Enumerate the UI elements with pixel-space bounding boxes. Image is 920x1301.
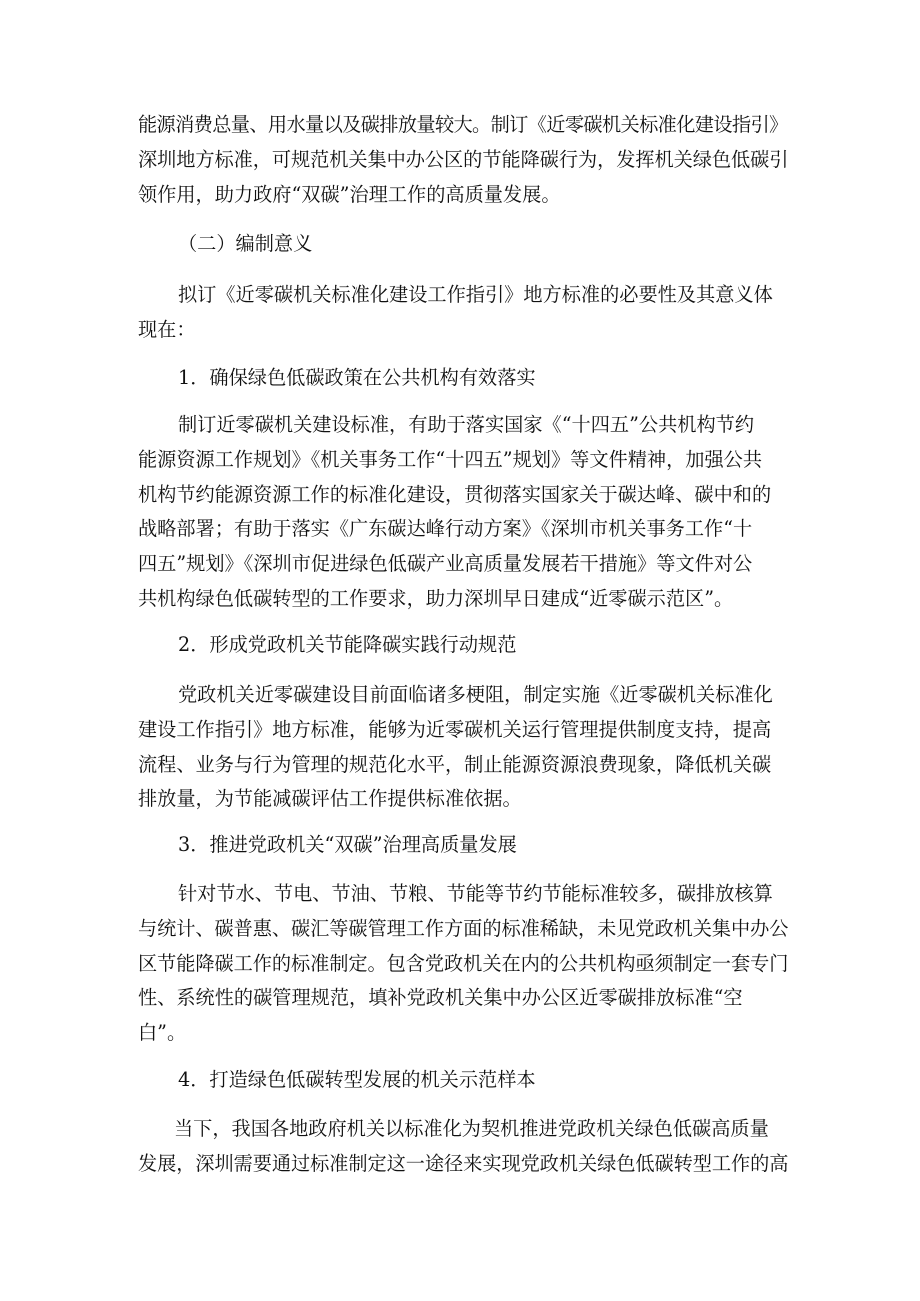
section-heading bbox=[138, 227, 788, 262]
text-line: 共机构绿色低碳转型的工作要求，助力深圳早日建成“近零碳示范区”。 bbox=[138, 586, 734, 610]
text-line: 针对节水、节电、节油、节粮、节能等节约节能标准较多，碳排放核算 bbox=[178, 882, 773, 905]
text-line: 建设工作指引》地方标准，能够为近零碳机关运行管理提供制度支持，提高 bbox=[138, 717, 772, 741]
text-line: 四五”规划》《深圳市促进绿色低碳产业高质量发展若干措施》等文件对公 bbox=[138, 552, 753, 576]
text-line: 拟订《近零碳机关标准化建设工作指引》地方标准的必要性及其意义体 bbox=[178, 283, 773, 306]
text-line: 能源资源工作规划》《机关事务工作“十四五”规划》等文件精神，加强公共 bbox=[138, 447, 763, 471]
text-line: 深圳地方标准，可规范机关集中办公区的节能降碳行为，发挥机关绿色低碳引 bbox=[138, 147, 789, 171]
text-line: 机构节约能源资源工作的标准化建设，贯彻落实国家关于碳达峰、碳中和的 bbox=[138, 482, 772, 506]
paragraph-intro bbox=[138, 108, 788, 212]
text-line: 排放量，为节能减碳评估工作提供标准依据。 bbox=[138, 787, 522, 811]
text-line: 领作用，助力政府“双碳”治理工作的高质量发展。 bbox=[138, 182, 561, 206]
text-line: 区节能降碳工作的标准制定。包含党政机关在内的公共机构亟须制定一套专门 bbox=[138, 951, 789, 975]
text-line: 白”。 bbox=[138, 1021, 187, 1045]
subheading-3-text: 3．推进党政机关“双碳”治理高质量发展 bbox=[178, 833, 517, 856]
subheading-2 bbox=[138, 628, 788, 663]
text-line: 现在： bbox=[138, 317, 196, 341]
subheading-3 bbox=[138, 828, 788, 863]
section-heading-text: （二）编制意义 bbox=[178, 232, 313, 255]
subheading-2-text: 2．形成党政机关节能降碳实践行动规范 bbox=[178, 633, 517, 656]
subheading-1-text: 1．确保绿色低碳政策在公共机构有效落实 bbox=[178, 366, 536, 389]
paragraph-2 bbox=[138, 678, 788, 817]
paragraph-significance bbox=[138, 278, 788, 348]
text-line: 性、系统性的碳管理规范，填补党政机关集中办公区近零碳排放标准“空 bbox=[138, 986, 743, 1010]
text-line: 与统计、碳普惠、碳汇等碳管理工作方面的标准稀缺，未见党政机关集中办公 bbox=[138, 916, 789, 940]
subheading-4-text: 4．打造绿色低碳转型发展的机关示范样本 bbox=[178, 1068, 536, 1091]
subheading-1 bbox=[138, 361, 788, 396]
text-line: 能源消费总量、用水量以及碳排放量较大。制订《近零碳机关标准化建设指引》 bbox=[138, 113, 788, 136]
text-line: 制订近零碳机关建设标准，有助于落实国家《“十四五”公共机构节约 bbox=[178, 413, 755, 436]
text-line: 发展，深圳需要通过标准制定这一途径来实现党政机关绿色低碳转型工作的高 bbox=[138, 1151, 789, 1175]
paragraph-4 bbox=[138, 1112, 788, 1182]
text-line: 战略部署；有助于落实《广东碳达峰行动方案》《深圳市机关事务工作“十 bbox=[138, 517, 753, 541]
paragraph-1 bbox=[138, 408, 788, 617]
paragraph-3 bbox=[138, 877, 788, 1051]
text-line: 党政机关近零碳建设目前面临诸多梗阻，制定实施《近零碳机关标准化 bbox=[178, 683, 773, 706]
text-line: 当下，我国各地政府机关以标准化为契机推进党政机关绿色低碳高质量 bbox=[174, 1117, 769, 1140]
text-line: 流程、业务与行为管理的规范化水平，制止能源资源浪费现象，降低机关碳 bbox=[138, 752, 772, 776]
subheading-4 bbox=[138, 1063, 788, 1098]
